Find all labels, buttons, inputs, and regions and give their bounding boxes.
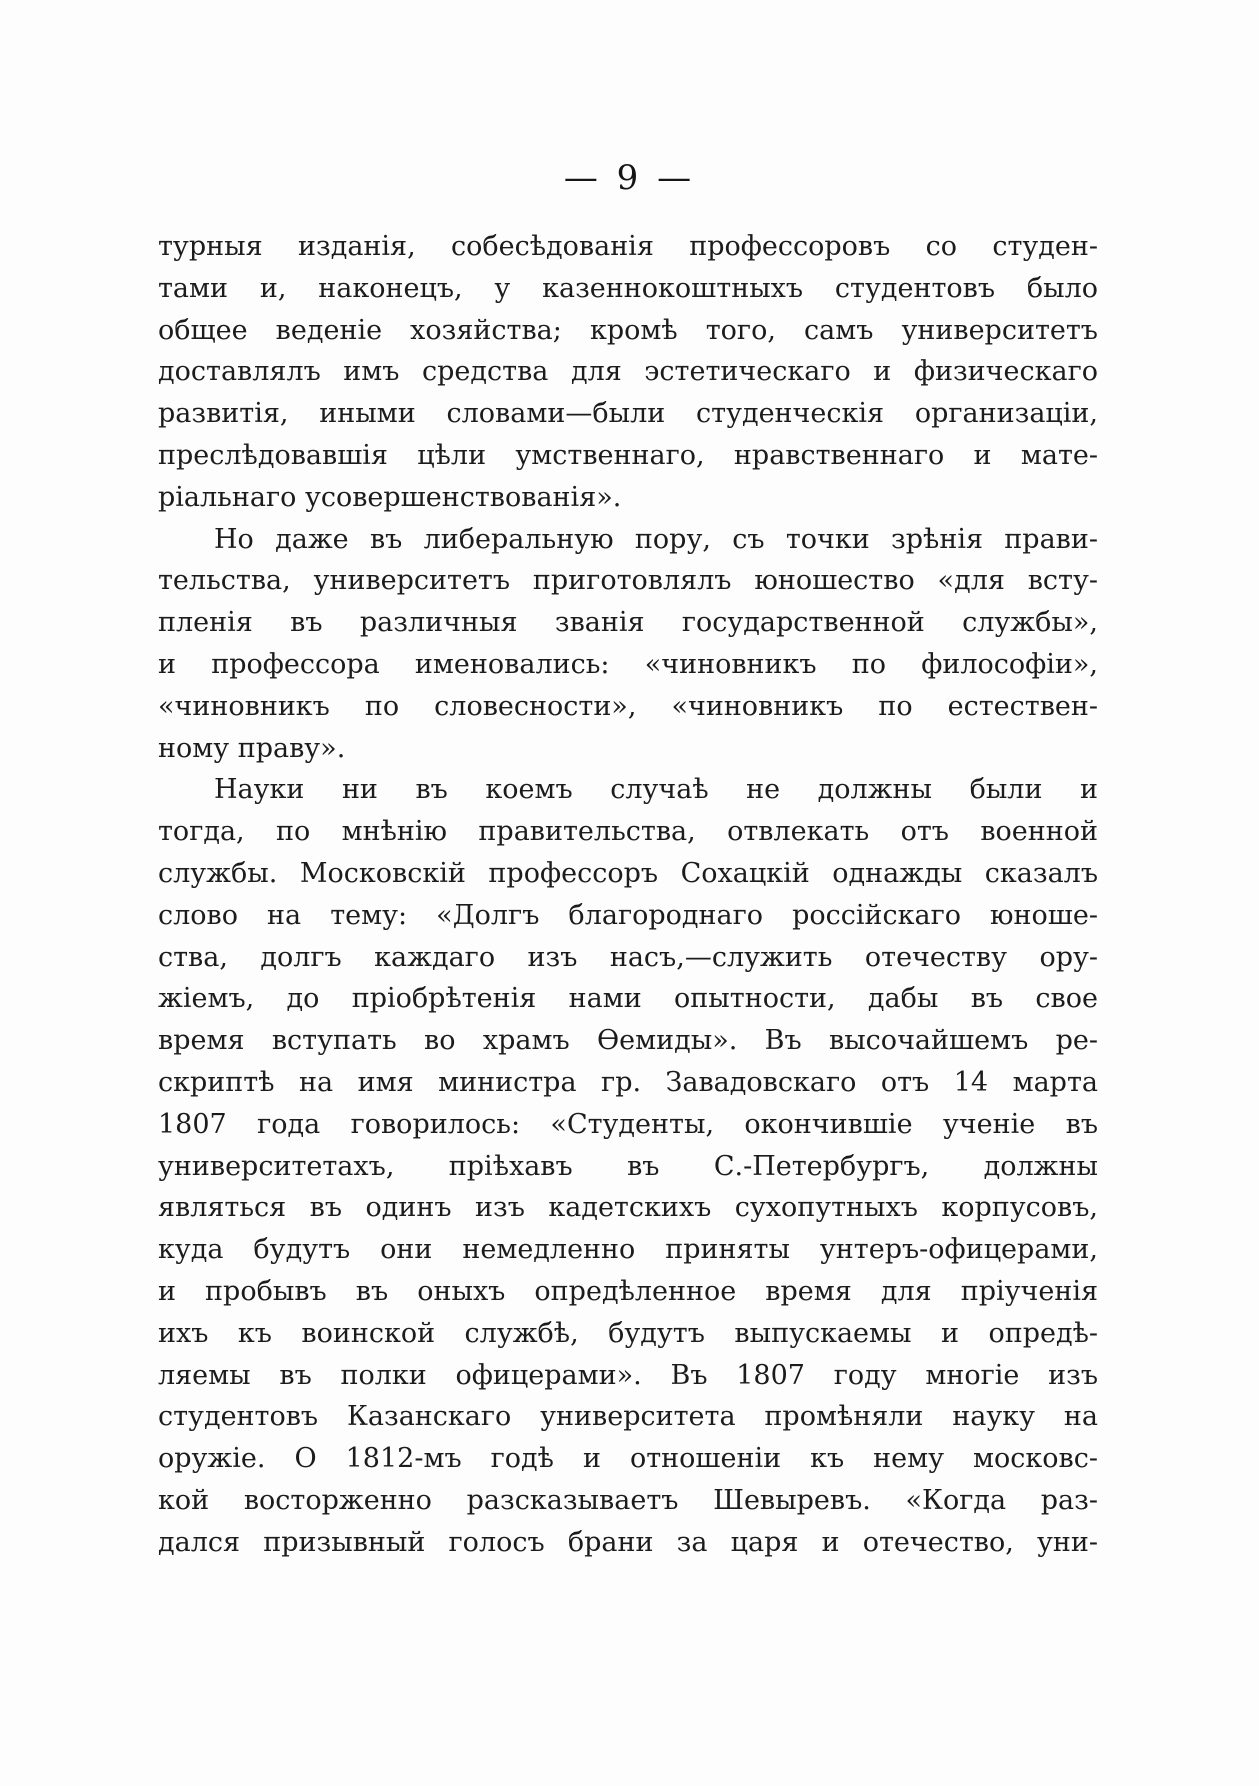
text-line: «чиновникъ по словесности», «чиновникъ по естествен- [158,690,1098,722]
text-line: студентовъ Казанскаго университета промѣняли науку на [158,1401,1098,1433]
text-line: ляемы въ полки офицерами». Въ 1807 году многіе изъ [158,1359,1098,1391]
text-line: пленія въ различныя званія государственной службы», [158,607,1098,639]
text-line: кой восторженно разсказываетъ Шевыревъ. «Когда раз- [158,1484,1098,1516]
text-line: время вступать во храмъ Ѳемиды». Въ высочайшемъ ре- [158,1025,1098,1057]
text-line: тельства, университетъ приготовлялъ юношество «для всту- [158,565,1098,597]
text-line: и профессора именовались: «чиновникъ по философіи», [158,648,1098,680]
text-line: ному праву». [158,732,346,764]
text-line: слово на тему: «Долгъ благороднаго россійскаго юноше- [158,899,1098,931]
text-line: турныя изданія, собесѣдованія профессоровъ со студен- [158,231,1098,262]
text-line: Науки ни въ коемъ случаѣ не должны были и [214,774,1098,806]
text-line: скриптѣ на имя министра гр. Завадовскаго отъ 14 марта [158,1066,1098,1098]
text-line: развитія, иными словами—были студенческія организаціи, [158,398,1098,430]
page-number: — 9 — [563,158,696,198]
text-line: ства, долгъ каждаго изъ насъ,—служить отечеству ору- [158,941,1098,973]
text-line: преслѣдовавшія цѣли умственнаго, нравственнаго и мате- [158,439,1098,471]
text-line: тами и, наконецъ, у казеннокоштныхъ студентовъ было [158,272,1098,304]
text-line: службы. Московскій профессоръ Сохацкій однажды сказалъ [158,857,1098,889]
text-line: дался призывный голосъ брани за царя и отечество, уни- [158,1526,1098,1558]
text-line: являться въ одинъ изъ кадетскихъ сухопутныхъ корпусовъ, [158,1192,1098,1224]
text-line: тогда, по мнѣнію правительства, отвлекать отъ военной [158,816,1098,848]
text-line: Но даже въ либеральную пору, съ точки зрѣнія прави- [214,523,1098,555]
text-line: общее веденіе хозяйства; кромѣ того, самъ университетъ [158,314,1098,346]
text-line: куда будутъ они немедленно приняты унтеръ-офицерами, [158,1234,1098,1266]
text-line: жіемъ, до пріобрѣтенія нами опытности, дабы въ свое [158,983,1098,1015]
text-line: оружіе. О 1812-мъ годѣ и отношеніи къ нему московс- [158,1443,1098,1475]
text-line: и пробывъ въ оныхъ опредѣленное время для пріученія [158,1275,1098,1307]
text-line: ихъ къ воинской службѣ, будутъ выпускаемы и опредѣ- [158,1317,1098,1349]
text-line: 1807 года говорилось: «Студенты, окончившіе ученіе въ [158,1108,1098,1140]
text-line: ріальнаго усовершенствованія». [158,481,622,513]
body-text [158,226,1098,1564]
text-line: доставлялъ имъ средства для эстетическаго и физическаго [158,356,1098,388]
text-line: университетахъ, пріѣхавъ въ С.-Петербургъ, должны [158,1150,1098,1182]
